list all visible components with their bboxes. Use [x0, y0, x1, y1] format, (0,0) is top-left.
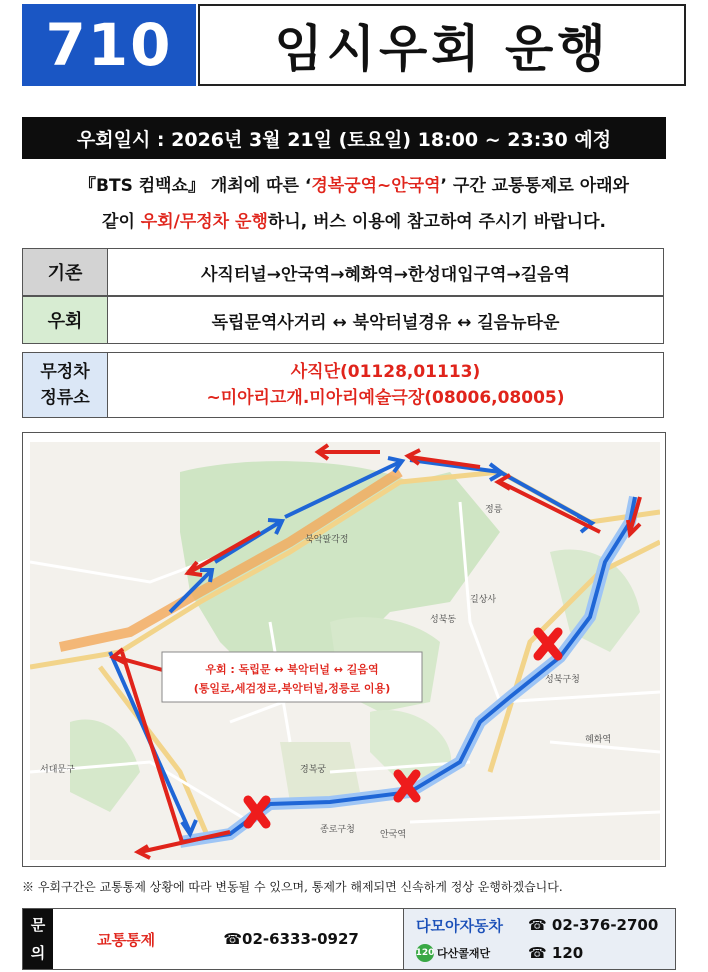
skip-stops-box [22, 352, 664, 418]
detour-map [30, 442, 660, 860]
traffic-control-phone: ☎02-6333-0927 [223, 930, 359, 948]
map-label-gyeongbokgung: 경복궁 [300, 765, 327, 775]
map-label-seodaemun: 서대문구 [40, 765, 75, 775]
base-route-value: 사직터널→안국역→혜화역→한성대입구역→길음역 [201, 264, 570, 285]
company-phone: ☎ 02-376-2700 [528, 916, 659, 934]
skip-stop-line-1: 사직단(01128,01113) [290, 362, 481, 382]
callout-line-1: 우회 : 독립문 ↔ 북악터널 ↔ 길음역 [205, 663, 379, 676]
map-label-jongno: 종로구청 [320, 825, 355, 835]
call-center-logo [416, 944, 528, 962]
detour-route-label: 우회 [23, 297, 108, 343]
notice-text-part: 같이 [102, 212, 141, 232]
route-number: 710 [22, 4, 196, 86]
base-route-label: 기존 [23, 249, 108, 295]
skip-stops-label [23, 353, 108, 417]
detour-route-value: 독립문역사거리 ↔ 북악터널경유 ↔ 길음뉴타운 [211, 312, 560, 333]
callout-line-2: (통일로,세검정로,북악터널,정릉로 이용) [193, 682, 391, 695]
map-label-bugaksan: 북악팔각정 [305, 535, 349, 545]
call-center-badge-icon: 120 [416, 944, 434, 962]
detour-date-bar: 우회일시 : 2026년 3월 21일 (토요일) 18:00 ~ 23:30 예정 [22, 117, 666, 159]
notice-line-2 [22, 204, 686, 240]
contact-label-line-2: 의 [30, 944, 46, 962]
notice-text-part: 하니, 버스 이용에 참고하여 주시기 바랍니다. [267, 212, 606, 232]
detour-route-row [22, 296, 664, 344]
map-label-gilsangsa: 길상사 [470, 595, 497, 605]
base-route-row [22, 248, 664, 296]
company-name: 다모아자동차 [416, 916, 503, 935]
call-center-contact [416, 939, 675, 967]
skip-stop-line-2: ~미아리고개.미아리예술극장(08006,08005) [206, 388, 565, 408]
notice-highlight: 우회/무정차 운행 [140, 212, 268, 232]
detour-callout [162, 652, 422, 702]
contact-label-line-1: 문 [30, 916, 46, 934]
notice-line-1 [22, 168, 686, 204]
skip-label-line-1: 무정차 [40, 362, 90, 382]
notice-highlight: 경복궁역~안국역 [311, 176, 441, 196]
map-label-seongbuk: 성북구청 [545, 675, 580, 685]
operator-contacts [403, 909, 675, 969]
call-center-phone: ☎ 120 [528, 944, 584, 962]
page-title: 임시우회 운행 [198, 4, 686, 86]
contact-box [22, 908, 676, 970]
notice-text-part: ’ 구간 교통통제로 아래와 [440, 176, 629, 196]
map-label-seongbuk-dong: 성북동 [430, 615, 457, 625]
map-label-hyehwa: 혜화역 [585, 735, 612, 745]
company-contact [416, 911, 675, 939]
notice-text [22, 168, 686, 240]
map-label-jeongneung: 정릉 [485, 505, 503, 515]
contact-label [23, 909, 53, 969]
skip-label-line-2: 정류소 [40, 388, 90, 408]
skip-stops-values [108, 353, 663, 417]
footnote: ※ 우회구간은 교통통제 상황에 따라 변동될 수 있으며, 통제가 해제되면 신속하게 정상 운행하겠습니다. [22, 880, 563, 894]
map-label-anguk: 안국역 [380, 830, 407, 840]
call-center-name: 다산콜재단 [437, 947, 491, 960]
notice-text-part: 『BTS 컴백쇼』 개최에 따른 ‘ [79, 176, 312, 196]
traffic-control-label: 교통통제 [97, 930, 156, 949]
traffic-control-contact [53, 909, 403, 969]
